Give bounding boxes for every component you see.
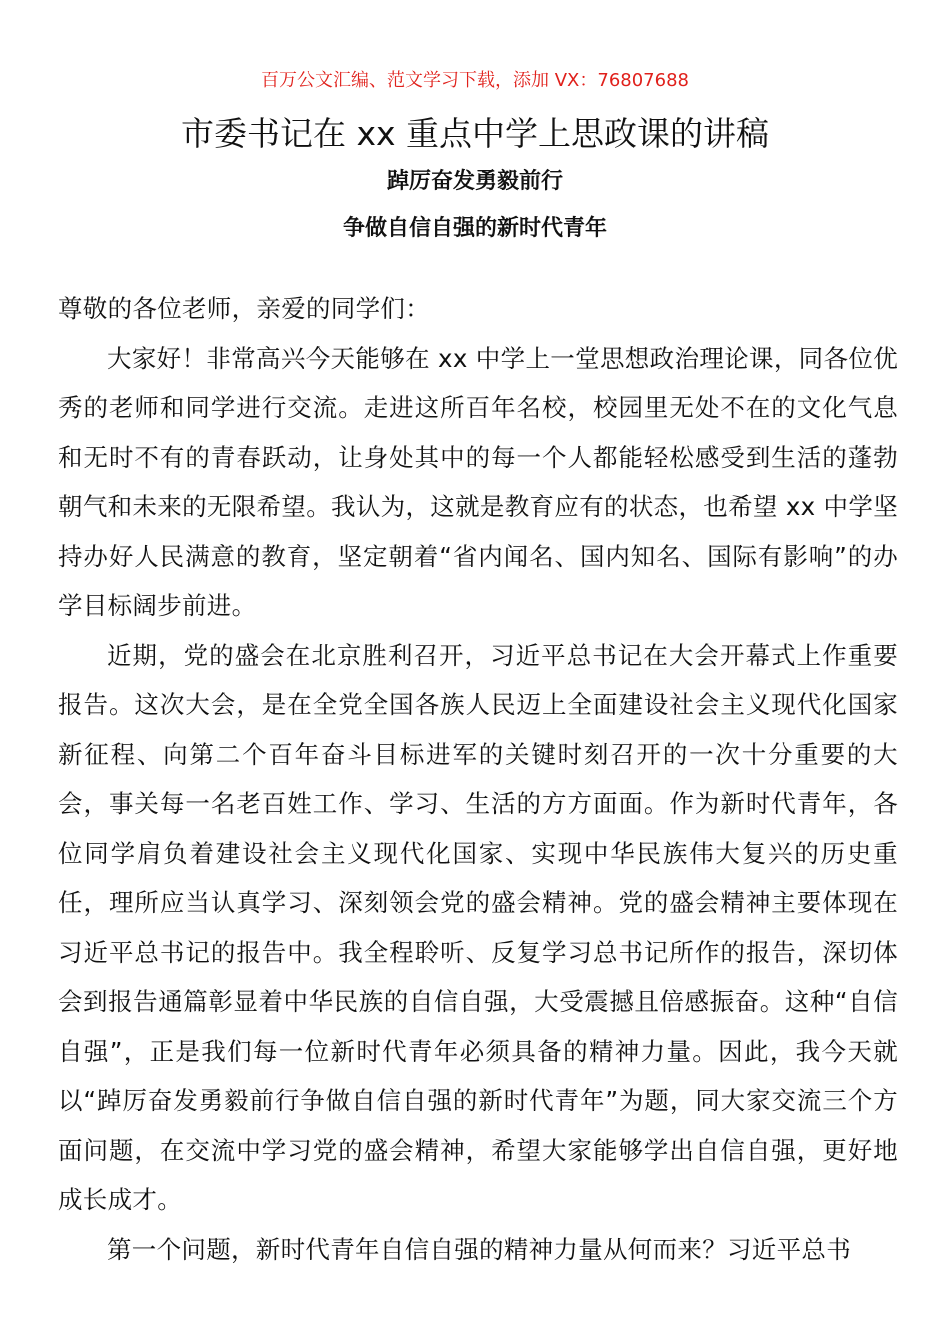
paragraph-1: 大家好！非常高兴今天能够在 xx 中学上一堂思想政治理论课，同各位优秀的老师和同学进行交流。走进这所百年名校，校园里无处不在的文化气息和无时不有的青春跃动，让身处其中的每一个人都能轻松感受到生活的蓬勃朝气和未来的无限希望。我认为，这就是教育应有的状态，也希望 xx 中学坚持办好人民满意的教育，坚定朝着“省内闻名、国内知名、国际有影响”的办学目标阔步前进。 — [58, 343, 898, 620]
salutation: 尊敬的各位老师，亲爱的同学们： — [58, 294, 430, 323]
header-watermark-note: 百万公文汇编、范文学习下载，添加 VX：76807688 — [261, 70, 689, 91]
subtitle-line-2: 争做自信自强的新时代青年 — [342, 216, 607, 241]
page-title: 市委书记在 xx 重点中学上思政课的讲稿 — [180, 114, 770, 153]
paragraph-3: 第一个问题，新时代青年自信自强的精神力量从何而来？习近平总书 — [107, 1234, 851, 1264]
speech-body — [58, 284, 898, 1274]
subtitle-line-1: 踔厉奋发勇毅前行 — [386, 169, 563, 194]
paragraph-2: 近期，党的盛会在北京胜利召开，习近平总书记在大会开幕式上作重要报告。这次大会，是在全党全国各族人民迈上全面建设社会主义现代化国家新征程、向第二个百年奋斗目标进军的关键时刻召开的一次十分重要的大会，事关每一名老百姓工作、学习、生活的方方面面。作为新时代青年，各位同学肩负着建设社会主义现代化国家、实现中华民族伟大复兴的历史重任，理所应当认真学习、深刻领会党的盛会精神。党的盛会精神主要体现在习近平总书记的报告中。我全程聆听、反复学习总书记所作的报告，深切体会到报告通篇彰显着中华民族的自信自强，大受震撼且倍感振奋。这种“自信自强”，正是我们每一位新时代青年必须具备的精神力量。因此，我今天就以“踔厉奋发勇毅前行争做自信自强的新时代青年”为题，同大家交流三个方面问题，在交流中学习党的盛会精神，希望大家能够学出自信自强，更好地成长成才。 — [58, 640, 898, 1214]
